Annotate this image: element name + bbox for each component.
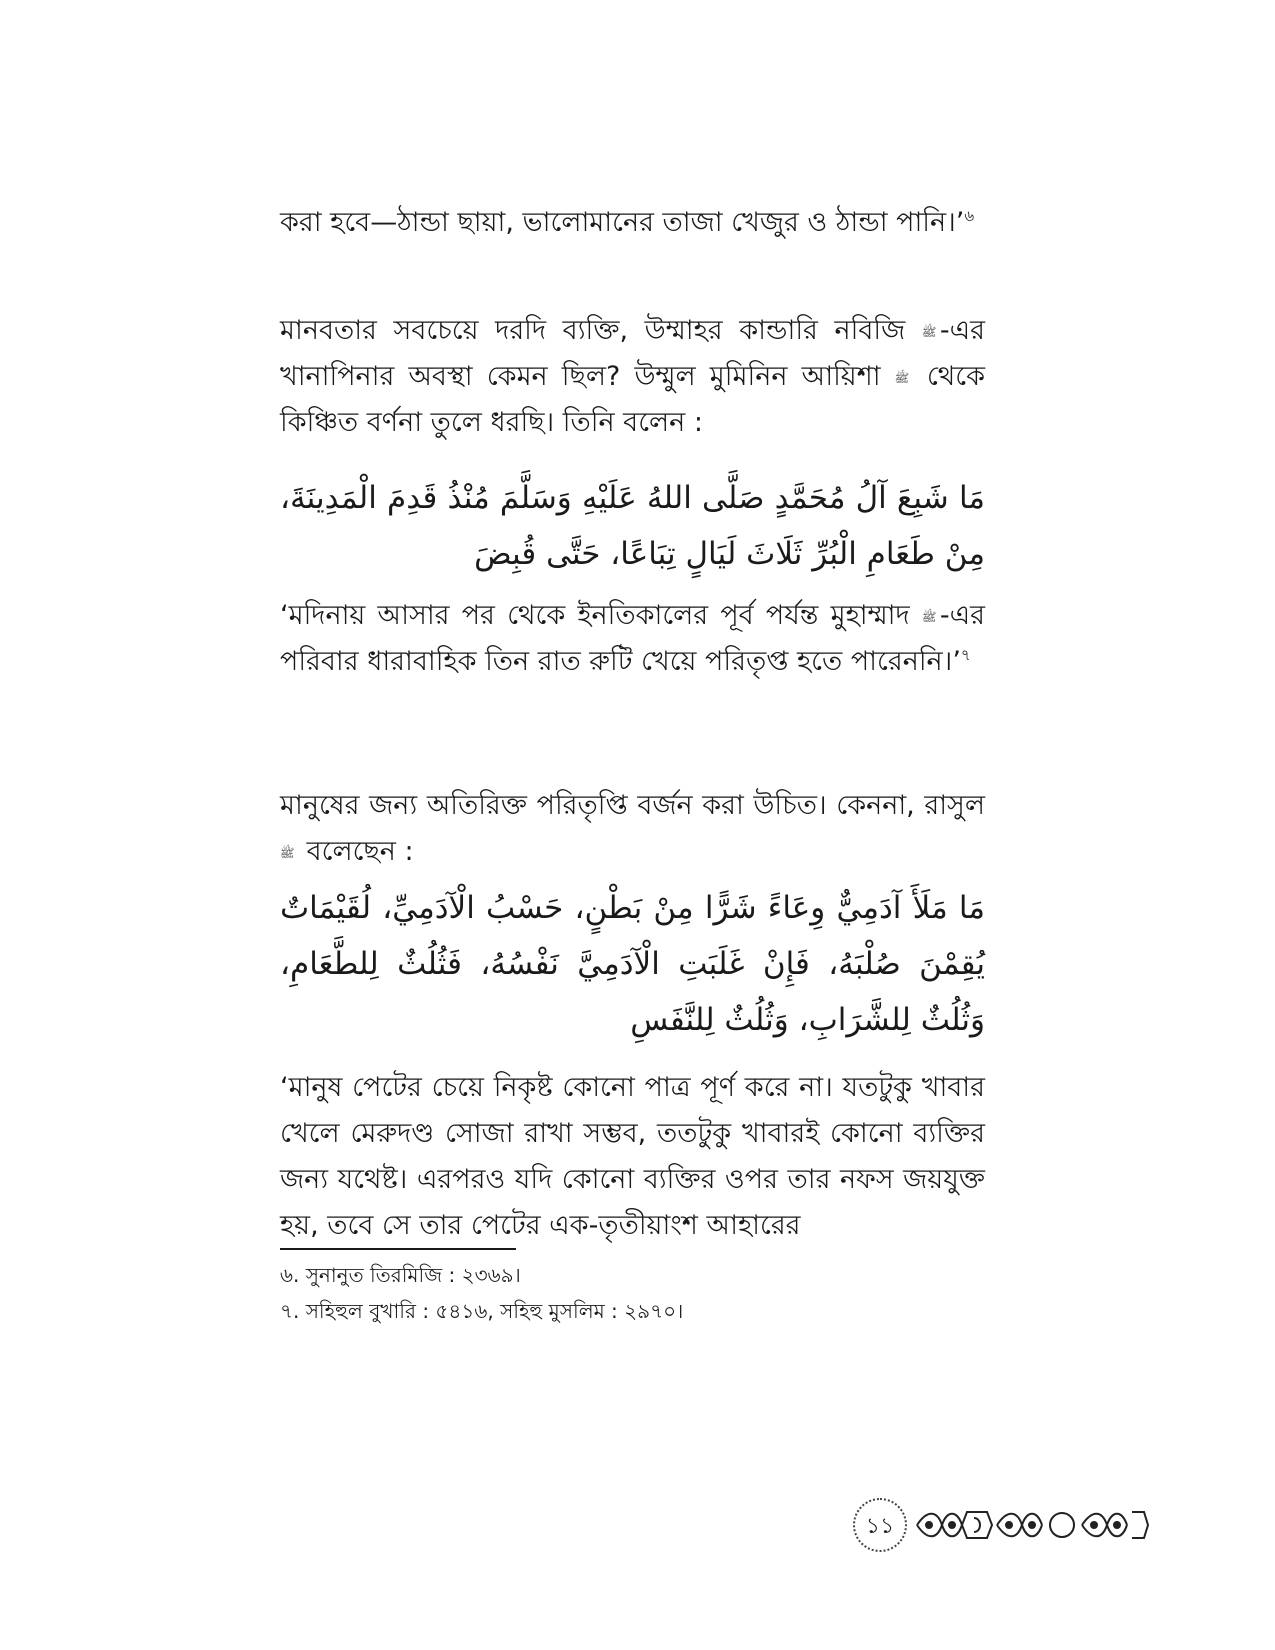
footnote-divider	[280, 1248, 516, 1250]
paragraph-4-text-b: বলেছেন :	[306, 836, 414, 867]
paragraph-2-text-a: মানবতার সবচেয়ে দরদি ব্যক্তি, উম্মাহর কান্ডারি নবিজি	[280, 315, 906, 346]
paragraph-2	[280, 308, 985, 446]
paragraph-2-text-b: -এর খানাপিনার অবস্থা কেমন ছিল? উম্মুল মুমিনিন আয়িশা	[280, 315, 985, 392]
paragraph-4-text-a: মানুষের জন্য অতিরিক্ত পরিতৃপ্তি বর্জন করা উচিত। কেননা, রাসুল	[280, 790, 985, 821]
paragraph-1-text: করা হবে—ঠান্ডা ছায়া, ভালোমানের তাজা খেজুর ও ঠান্ডা পানি।’	[280, 207, 965, 238]
page-number: ১১	[853, 1498, 907, 1552]
arabic-hadith-2: مَا مَلَأَ آدَمِيٌّ وِعَاءً شَرًّا مِنْ بَطْنٍ، حَسْبُ الْآدَمِيِّ، لُقَيْمَاتٌ يُقِمْنَ صُلْبَهُ، فَإِنْ غَلَبَتِ الْآدَمِيَّ نَفْسُهُ، فَثُلُثٌ لِلطَّعَامِ، وَثُلُثٌ لِلشَّرَابِ، وَثُلُثٌ لِلنَّفَسِ	[280, 890, 985, 1038]
footnote-6: ৬. সুনানুত তিরমিজি : ২৩৬৯।	[280, 1263, 521, 1287]
salawat-icon: ﷺ	[921, 609, 937, 624]
salawat-icon: ﷺ	[280, 845, 295, 860]
footnote-ref-6: ৬	[964, 207, 975, 225]
paragraph-3	[280, 593, 985, 685]
footnote-7: ৭. সহিহুল বুখারি : ৫৪১৬, সহিহু মুসলিম : ২৯৭০।	[280, 1299, 684, 1323]
paragraph-3-text-b: -এর পরিবার ধারাবাহিক তিন রাত রুটি খেয়ে পরিতৃপ্ত হতে পারেননি।’	[280, 600, 985, 677]
salawat-icon: ﷺ	[921, 324, 937, 339]
arabic-hadith-1: مَا شَبِعَ آلُ مُحَمَّدٍ صَلَّى اللهُ عَلَيْهِ وَسَلَّمَ مُنْذُ قَدِمَ الْمَدِينَةَ، مِنْ طَعَامِ الْبُرِّ ثَلَاثَ لَيَالٍ تِبَاعًا، حَتَّى قُبِضَ	[280, 480, 985, 572]
paragraph-4	[280, 783, 985, 875]
footnote-ref-7: ৭	[960, 646, 971, 664]
paragraph-2-text-c: থেকে কিঞ্চিত বর্ণনা তুলে ধরছি। তিনি বলেন :	[280, 361, 985, 438]
paragraph-5: ‘মানুষ পেটের চেয়ে নিকৃষ্ট কোনো পাত্র পূর্ণ করে না। যতটুকু খাবার খেলে মেরুদণ্ড সোজা রাখা সম্ভব, ততটুকু খাবারই কোনো ব্যক্তির জন্য যথেষ্ট। এরপরও যদি কোনো ব্যক্তির ওপর তার নফস জয়যুক্ত হয়, তবে সে তার পেটের এক-তৃতীয়াংশ আহারের	[280, 1072, 985, 1241]
paragraph-1	[280, 200, 985, 246]
ornament-border-icon	[912, 1500, 1152, 1550]
radiallahu-anha-icon: ﷺ	[894, 370, 910, 385]
paragraph-3-text-a: ‘মদিনায় আসার পর থেকে ইনতিকালের পূর্ব পর্যন্ত মুহাম্মাদ	[280, 600, 910, 631]
